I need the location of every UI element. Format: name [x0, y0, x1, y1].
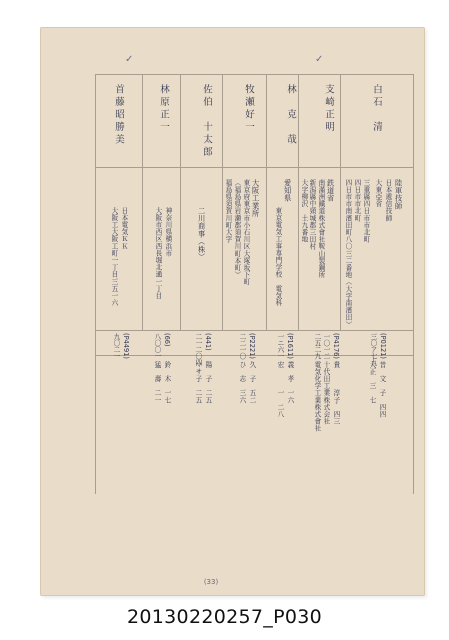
- col-rule: [180, 74, 181, 330]
- cell-text: 大東亞省: [373, 179, 382, 208]
- header-name: 首藤昭勝美: [112, 84, 124, 147]
- page-number: (33): [203, 578, 219, 586]
- family-entry: 十代田工業株式会社: [321, 361, 330, 425]
- middle-rule: [95, 330, 413, 331]
- cell-text: 四日市市北町: [352, 179, 361, 222]
- cell-text: 新潟縣中頸城郡三田村: [307, 179, 316, 250]
- number-cell: (441): [203, 333, 212, 351]
- header-name: 白石 清: [370, 84, 382, 134]
- col-rule: [298, 74, 299, 330]
- number-cell: (P2221): [247, 333, 256, 359]
- col-rule: [95, 74, 96, 494]
- cell-text: 東京電気工事専門学校 電気科: [273, 207, 282, 307]
- family-entry: 猛 壽 二一: [152, 361, 161, 404]
- cell-text: 陸軍技師: [394, 179, 404, 210]
- number-cell: (66): [162, 333, 171, 347]
- family-entry: 宏 一 二八: [275, 361, 284, 418]
- family-entry: 大正 三 七: [367, 361, 376, 404]
- number-cell: (P0121): [378, 333, 387, 359]
- cell-text: 大阪工業所: [251, 179, 261, 218]
- family-entry: 義 孝 一六: [285, 361, 294, 404]
- cell-text: 大阪工大阪工町一丁目三五一六: [109, 207, 118, 307]
- cell-text: 東京府東京市小石川区大塚坂下町: [241, 179, 250, 286]
- cell-text: 神奈川県横浜市: [163, 207, 172, 257]
- header-name: 林 克 哉: [284, 84, 296, 147]
- number-cell: (P4176): [331, 333, 340, 359]
- number-cell: (P1611): [285, 333, 294, 359]
- cell-text: 四日市市南濱田町八〇三二番地（大字南濱田）: [343, 179, 352, 329]
- cell-text: 愛知県: [283, 179, 293, 203]
- number-cell: 一ニ六一: [275, 333, 284, 360]
- col-rule: [340, 74, 341, 330]
- col-rule: [142, 74, 143, 330]
- document-page: [40, 27, 425, 596]
- family-entry: 電気化学工業株式會社: [312, 361, 321, 432]
- number-cell: 二二一〇: [237, 333, 246, 360]
- header-name: 佐伯 十太郎: [200, 84, 212, 159]
- cell-text: 鉄道省: [326, 179, 336, 203]
- cell-text: 二川商事（株）: [197, 207, 207, 261]
- header-name: 支崎正明: [322, 84, 334, 134]
- col-rule: [266, 74, 267, 330]
- family-entry: 昔 文 子 四四: [377, 361, 386, 418]
- family-entry: 陽 子 二五: [203, 361, 212, 404]
- cell-text: 日本遞信技師: [383, 179, 392, 222]
- number-cell: 九〇二一: [111, 333, 120, 360]
- header-name: 牧瀬好一: [242, 84, 254, 134]
- cell-text: 大字柳沢 土九番地: [299, 179, 308, 243]
- family-entry: 久 子 五二: [247, 361, 256, 404]
- number-cell: 二五二九: [312, 333, 321, 360]
- cell-text: 南滿洲鐵道株式會社鞍山製鋼所: [316, 179, 325, 279]
- cell-text: 大阪市西区西長堀北通一丁目: [153, 207, 162, 300]
- cell-text: 三重縣四日市市北町: [361, 179, 370, 243]
- number-cell: (P4491): [121, 333, 130, 359]
- col-rule: [413, 74, 414, 494]
- cell-text: 日本電気ＫＫ: [119, 207, 128, 250]
- check-mark-icon: ✓: [125, 54, 134, 65]
- family-entry: 貴 淳子 四三: [331, 361, 340, 425]
- cell-text: （福島県岩瀬郡須賀川町本町）: [232, 179, 241, 279]
- number-cell: 八〇〇一: [152, 333, 161, 360]
- image-caption: 20130220257_P030: [127, 606, 322, 628]
- family-entry: 鈴 木 一七: [162, 361, 171, 404]
- family-entry: ひ 志 三六: [237, 361, 246, 404]
- number-cell: 二一二〇四: [193, 333, 202, 366]
- col-rule: [222, 74, 223, 330]
- number-cell: 一〇一二: [321, 333, 330, 360]
- check-mark-icon: ✓: [315, 54, 324, 65]
- cell-text: 福島県須賀川町大字: [223, 179, 232, 243]
- number-cell: 三〇ア七九: [368, 333, 377, 366]
- family-entry: マサ子 二五: [193, 361, 202, 404]
- header-name: 林原正一: [157, 84, 169, 134]
